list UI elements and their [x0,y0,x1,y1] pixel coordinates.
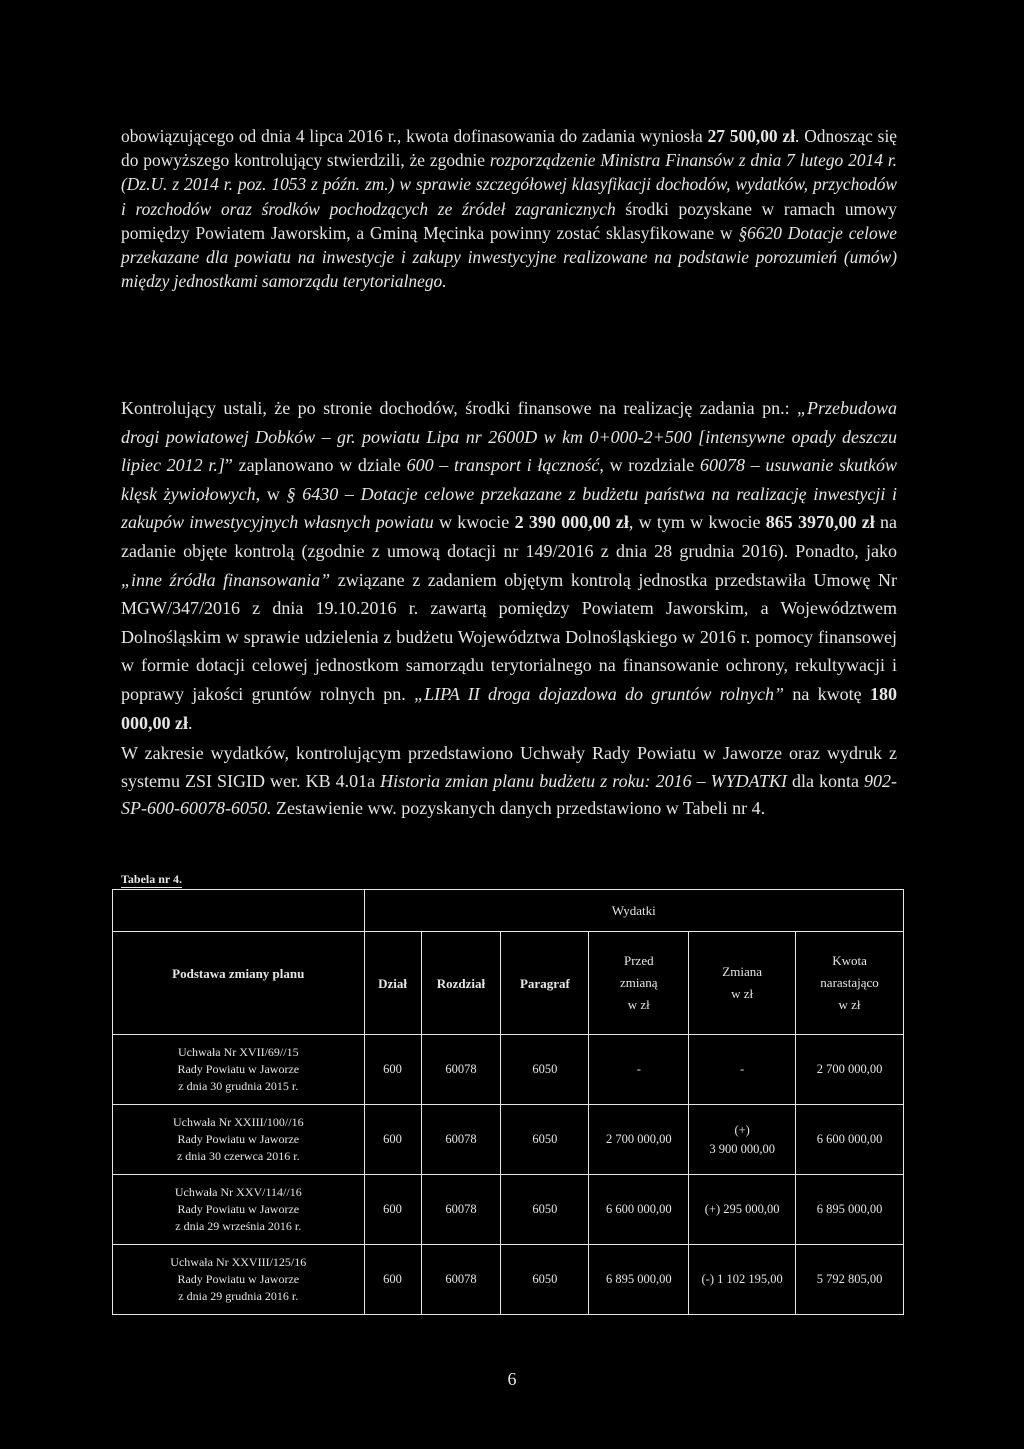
p3-text-c: dla konta [786,770,864,791]
paragraph-1 [121,124,897,293]
paragraf-header: Paragraf [501,932,589,1035]
paragraph-3 [121,740,897,823]
table-row [113,1245,904,1315]
przed-header-line: w zł [627,997,650,1012]
p2-dzial: 600 – transport i łączność [406,455,600,476]
basis-cell [113,1035,365,1105]
basis-line: Uchwała Nr XXIII/100//16 [172,1115,304,1129]
zmiana-line: (+) [734,1122,750,1137]
zmiana-cell [689,1245,796,1315]
p1-text-c: . Odnosząc się do powyższego kontrolujący stwierdzili, że zgodnie [121,126,897,171]
przed-header-line: zmianą [620,975,658,990]
zmiana-line: (+) 295 000,00 [704,1202,780,1216]
zmiana-header-line: w zł [731,986,754,1001]
kwota-header-line: w zł [838,997,861,1012]
table-header-row-2 [113,932,904,1035]
page-number: 6 [507,1369,517,1389]
rozdzial-cell: 60078 [421,1035,501,1105]
p2-task-name: „Przebudowa drogi powiatowej Dobków – gr. powiatu Lipa nr 2600D w km 0+000-2+500 [intensywne opady deszczu lipiec 2012 r.] [121,398,897,476]
kwota-header [796,932,904,1035]
p1-text-a: obowiązującego od dnia 4 lipca 2016 r., kwota dofinasowania do zadania wyniosła [121,126,708,146]
p2-text-k: , w tym w kwocie [628,512,766,533]
basis-line: z dnia 29 grudnia 2016 r. [178,1289,299,1303]
basis-line: z dnia 30 grudnia 2015 r. [178,1079,299,1093]
zmiana-line: - [740,1062,745,1076]
zmiana-cell [689,1105,796,1175]
basis-line: Uchwała Nr XXV/114//16 [174,1185,302,1199]
basis-cell [113,1175,365,1245]
przed-cell: - [589,1035,689,1105]
p2-text-i: w kwocie [433,512,515,533]
kwota-cell: 5 792 805,00 [796,1245,904,1315]
paragraf-cell: 6050 [501,1035,589,1105]
p1-paragraph-ref: §6620 Dotacje celowe przekazane dla powiatu na inwestycje i zakupy inwestycyjne realizowane na podstawie porozumień (umów) między jednostkami samorządu terytorialnego. [121,222,897,292]
zmiana-line: (-) 1 102 195,00 [701,1272,783,1286]
p2-other-sources: „inne źródła finansowania” [121,569,331,590]
dzial-cell: 600 [364,1105,421,1175]
p2-text-q: na kwotę [784,683,870,704]
basis-cell [113,1105,365,1175]
p2-text-a: Kontrolujący ustali, że po stronie dochodów, środki finansowe na realizację zadania pn.: [121,398,797,418]
kwota-cell: 6 895 000,00 [796,1175,904,1245]
p2-project-name: „LIPA II droga dojazdowa do gruntów rolnych” [414,683,785,704]
p2-text-e: , w rozdziale [599,455,700,476]
zmiana-cell [689,1035,796,1105]
p3-text-a: W zakresie wydatków, kontrolującym przedstawiono Uchwały Rady Powiatu w Jaworze oraz wydruk z systemu ZSI SIGID wer. KB 4.01a [121,743,897,791]
table-row [113,1175,904,1245]
zmiana-header [689,932,796,1035]
paragraf-cell: 6050 [501,1245,589,1315]
rozdzial-cell: 60078 [421,1245,501,1315]
p2-amount-task: 865 3970,00 zł [765,512,875,533]
p2-text-c: ” zaplanowano w dziale [224,455,407,476]
table-row [113,1035,904,1105]
rozdzial-cell: 60078 [421,1105,501,1175]
zmiana-header-line: Zmiana [722,964,762,979]
dzial-cell: 600 [364,1175,421,1245]
zmiana-cell [689,1175,796,1245]
basis-cell [113,1245,365,1315]
budget-changes-table [112,889,904,1315]
zmiana-line: 3 900 000,00 [709,1141,775,1156]
przed-header [589,932,689,1035]
p2-text-m: na zadanie objęte kontrolą (zgodnie z umową dotacji nr 149/2016 z dnia 28 grudnia 2016). Ponadto, jako [121,512,897,561]
dzial-header: Dział [364,932,421,1035]
przed-header-line: Przed [623,953,654,968]
basis-line: Rady Powiatu w Jaworze [177,1272,300,1286]
basis-line: z dnia 29 września 2016 r. [175,1219,302,1233]
p2-text-s: . [188,712,193,733]
kwota-header-line: narastająco [820,975,879,990]
przed-cell: 2 700 000,00 [589,1105,689,1175]
basis-line: Rady Powiatu w Jaworze [177,1132,300,1146]
basis-line: Uchwała Nr XXVIII/125/16 [170,1255,307,1269]
table-row [113,1105,904,1175]
basis-line: Rady Powiatu w Jaworze [177,1202,300,1216]
basis-header: Podstawa zmiany planu [113,932,365,1035]
table-header-row-1 [113,890,904,932]
p2-amount-grant: 180 000,00 zł [121,683,897,733]
rozdzial-cell: 60078 [421,1175,501,1245]
basis-line: z dnia 30 czerwca 2016 r. [176,1149,300,1163]
p3-account: 902-SP-600-60078-6050. [121,770,897,819]
dzial-cell: 600 [364,1035,421,1105]
p1-text-e: środki pozyskane w ramach umowy pomiędzy Powiatem Jaworskim, a Gminą Męcinka powinny zostać sklasyfikowane w [121,198,897,243]
paragraph-2 [121,394,897,737]
p2-paragraf: § 6430 – Dotacje celowe przekazane z budżetu państwa na realizację inwestycji i zakupów inwestycyjnych własnych powiatu [121,483,898,533]
przed-cell: 6 600 000,00 [589,1175,689,1245]
p3-text-e: Zestawienie ww. pozyskanych danych przedstawiono w Tabeli nr 4. [271,798,766,819]
p2-text-o: związane z zadaniem objętym kontrolą jednostka przedstawiła Umowę Nr MGW/347/2016 z dnia 19.10.2016 r. zawartą pomiędzy Powiatem Jaworskim, a Województwem Dolnośląskim w sprawie udzielenia z budżetu Województwa Dolnośląskiego w 2016 r. pomocy finansowej w formie dotacji celowej jednostkom samorządu terytorialnego na finansowanie ochrony, rekultywacji i poprawy jakości gruntów rolnych pn. [121,569,897,704]
p2-text-g: , w [255,483,287,504]
kwota-header-line: Kwota [832,953,867,968]
paragraf-cell: 6050 [501,1175,589,1245]
przed-cell: 6 895 000,00 [589,1245,689,1315]
p2-rozdzial: 60078 – usuwanie skutków klęsk żywiołowych [121,455,898,504]
kwota-cell: 2 700 000,00 [796,1035,904,1105]
paragraf-cell: 6050 [501,1105,589,1175]
basis-line: Uchwała Nr XVII/69//15 [177,1045,299,1059]
p2-amount-total: 2 390 000,00 zł [514,512,629,533]
rozdzial-header: Rozdział [421,932,501,1035]
basis-line: Rady Powiatu w Jaworze [177,1062,300,1076]
p1-regulation: rozporządzenie Ministra Finansów z dnia 7 lutego 2014 r. (Dz.U. z 2014 r. poz. 1053 z późn. zm.) w sprawie szczegółowej klasyfikacji dochodów, wydatków, przychodów i rozchodów oraz środków pochodzących ze źródeł zagranicznych [121,150,898,219]
table-caption: Tabela nr 4. [121,872,183,886]
wydatki-header: Wydatki [364,890,903,932]
p1-amount: 27 500,00 zł [707,126,796,146]
p3-report-title: Historia zmian planu budżetu z roku: 2016 – WYDATKI [380,770,787,791]
kwota-cell: 6 600 000,00 [796,1105,904,1175]
dzial-cell: 600 [364,1245,421,1315]
